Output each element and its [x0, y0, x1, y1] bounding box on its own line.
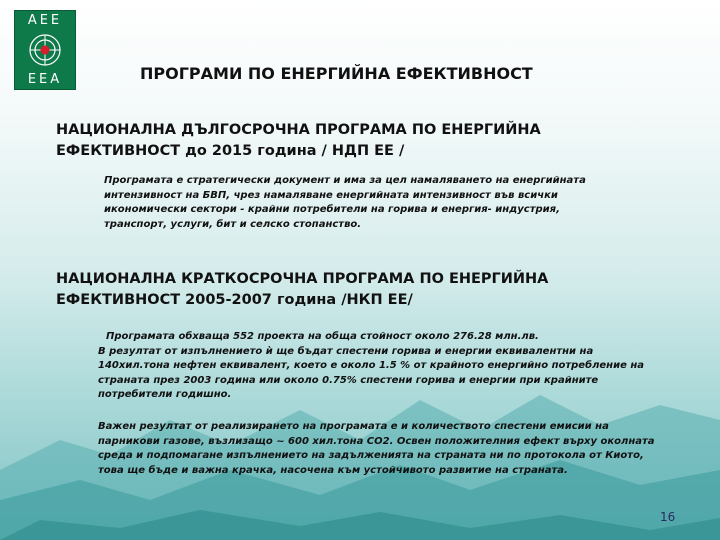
section2-para1-line: страната през 2003 година или около 0.75% спестени горива и енергии при крайните — [98, 374, 599, 386]
section2-para1-line: потребители годишно. — [98, 389, 232, 400]
section1-heading — [56, 120, 656, 162]
section1-heading-line2: ЕФЕКТИВНОСТ до 2015 година / НДП ЕЕ / — [56, 143, 405, 159]
logo-top-text: AEE — [27, 13, 63, 28]
section2-para2-line: среда и подпомагане изпълнението на задълженията на страната ни по протокола от Киото, — [98, 450, 644, 461]
section2-para2-line: парникови газове, възлизащо ~ 600 хил.тона СО2. Освен положителния ефект върху околната — [98, 435, 655, 447]
section1-text-line: Програмата е стратегически документ и има за цел намаляването на енергийната — [104, 175, 586, 186]
section2-para1-line: Програмата обхваща 552 проекта на обща стойност около 276.28 млн.лв. — [106, 331, 539, 342]
section1-text-line: интензивност на БВП, чрез намаляване енергийната интензивност във всички — [104, 189, 558, 201]
page-number: 16 — [660, 510, 676, 524]
logo-globe-icon — [28, 33, 62, 67]
section2-para2-line: това ще бъде и важна крачка, насочена към устойчивото развитие на страната. — [98, 464, 568, 476]
section2-para2 — [98, 420, 710, 478]
section1-text-line: икономически сектори - крайни потребители на горива и енергия- индустрия, — [104, 204, 560, 215]
section2-heading — [56, 269, 656, 311]
section1-heading-line1: НАЦИОНАЛНА ДЪЛГОСРОЧНА ПРОГРАМА ПО ЕНЕРГИЙНА — [56, 122, 541, 138]
eea-logo — [14, 10, 76, 90]
section2-heading-line1: НАЦИОНАЛНА КРАТКОСРОЧНА ПРОГРАМА ПО ЕНЕРГИЙНА — [56, 271, 549, 287]
section2-para2-line: Важен резултат от реализирането на програмата е и количеството спестени емисии на — [98, 421, 609, 432]
section1-text — [104, 174, 704, 232]
section2-para1-line: В резултат от изпълнението ѝ ще бъдат спестени горива и енергии еквивалентни на — [98, 345, 594, 357]
section1-text-line: транспорт, услуги, бит и селско стопанство. — [104, 218, 362, 230]
logo-bottom-text: EEA — [27, 72, 63, 87]
section2-heading-line2: ЕФЕКТИВНОСТ 2005-2007 година /НКП ЕЕ/ — [56, 292, 413, 308]
page-title: ПРОГРАМИ ПО ЕНЕРГИЙНА ЕФЕКТИВНОСТ — [140, 64, 533, 83]
section2-para1-line: 140хил.тона нефтен еквивалент, което е около 1.5 % от крайното енергийно потребление на — [98, 360, 645, 371]
section2-para1 — [98, 330, 710, 403]
